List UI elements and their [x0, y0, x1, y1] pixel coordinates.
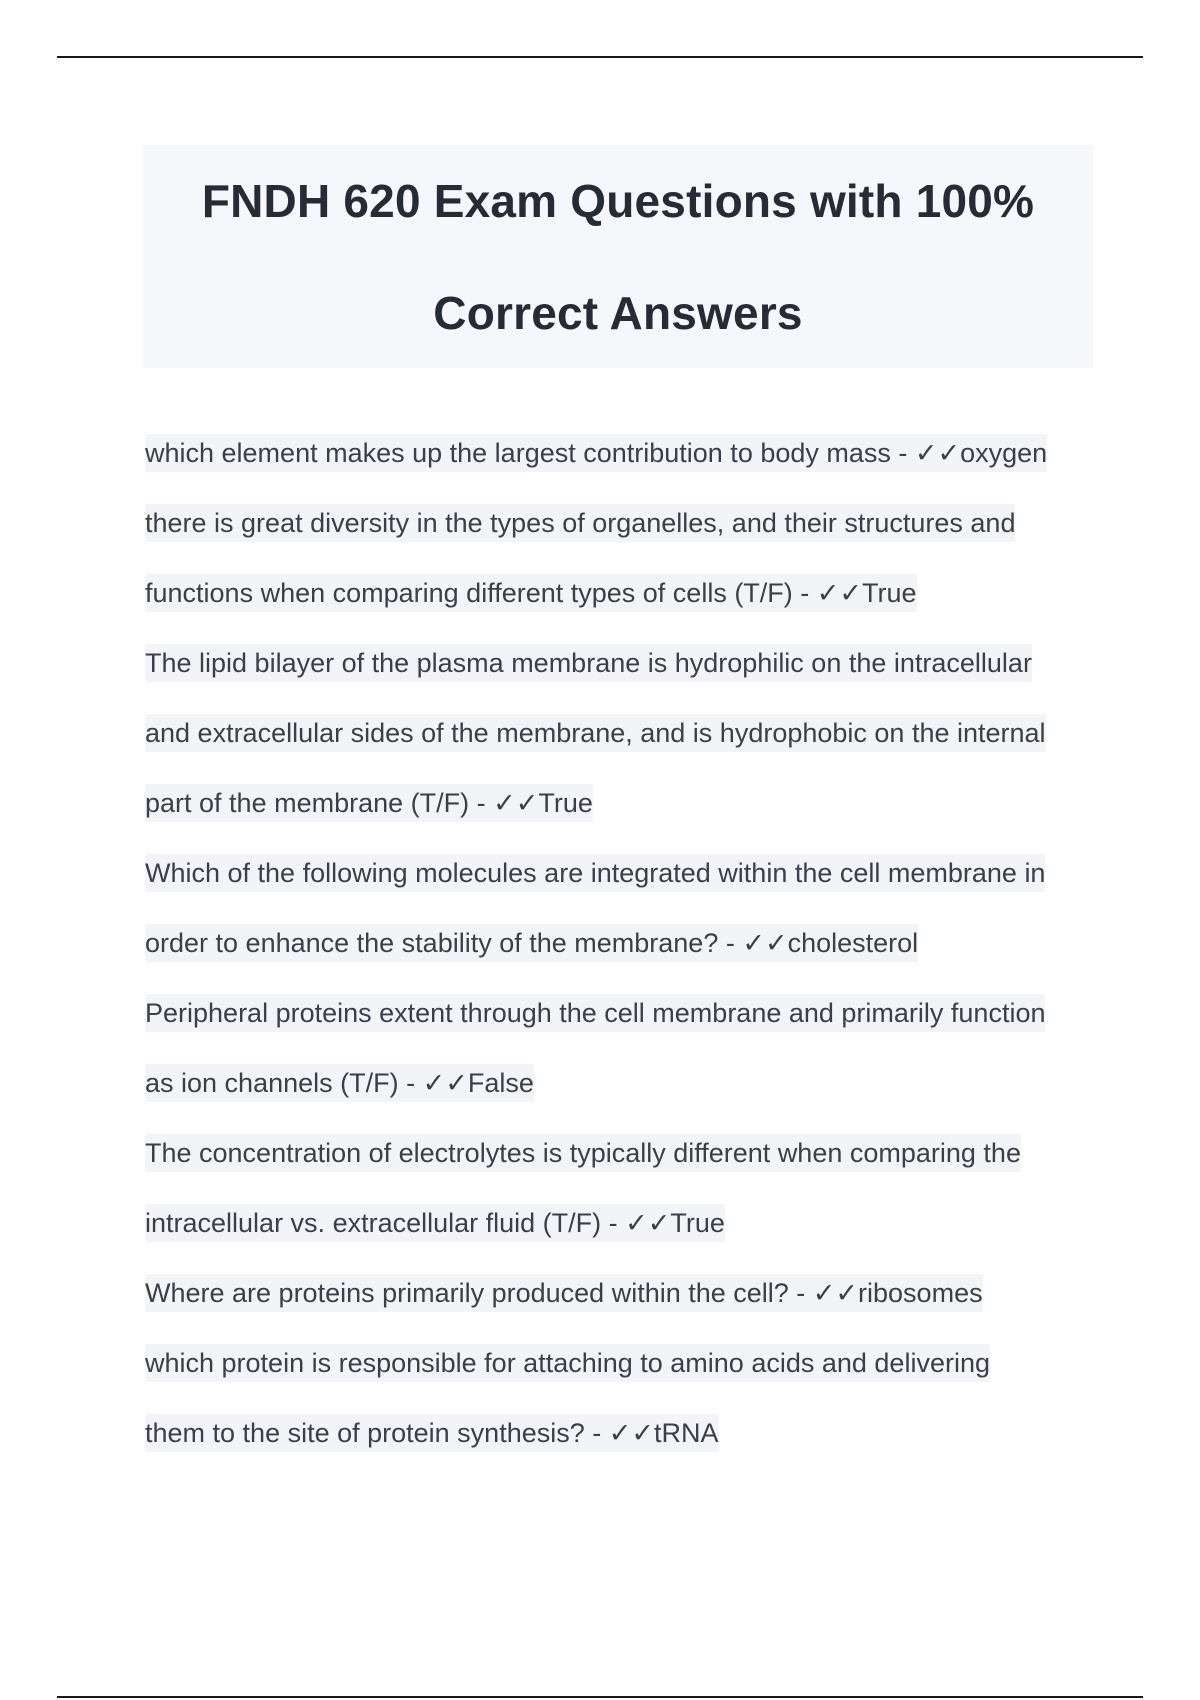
qa-item-1: [145, 418, 1095, 488]
qa-line: Where are proteins primarily produced within the cell? - ✓✓ribosomes: [145, 1274, 983, 1312]
qa-line: them to the site of protein synthesis? - ✓✓tRNA: [145, 1414, 719, 1452]
qa-line: The lipid bilayer of the plasma membrane is hydrophilic on the intracellular: [145, 644, 1032, 682]
qa-line: order to enhance the stability of the membrane? - ✓✓cholesterol: [145, 924, 918, 962]
title-banner: [143, 145, 1093, 368]
qa-list: [145, 418, 1095, 1468]
qa-item-8: [145, 1328, 1095, 1468]
page-title-line-1: FNDH 620 Exam Questions with 100%: [201, 175, 1035, 227]
page-title-line-2: Correct Answers: [433, 287, 803, 339]
qa-item-2: [145, 488, 1095, 628]
qa-line: and extracellular sides of the membrane, and is hydrophobic on the internal: [145, 714, 1046, 752]
qa-line: there is great diversity in the types of organelles, and their structures and: [145, 504, 1015, 542]
qa-line: functions when comparing different types of cells (T/F) - ✓✓True: [145, 574, 917, 612]
qa-line: which element makes up the largest contribution to body mass - ✓✓oxygen: [145, 434, 1047, 472]
top-rule: [57, 56, 1143, 58]
qa-line: Which of the following molecules are integrated within the cell membrane in: [145, 854, 1045, 892]
qa-item-3: [145, 628, 1095, 838]
qa-line: as ion channels (T/F) - ✓✓False: [145, 1064, 534, 1102]
qa-item-4: [145, 838, 1095, 978]
qa-item-5: [145, 978, 1095, 1118]
qa-item-7: [145, 1258, 1095, 1328]
qa-line: intracellular vs. extracellular fluid (T/F) - ✓✓True: [145, 1204, 725, 1242]
qa-line: part of the membrane (T/F) - ✓✓True: [145, 784, 593, 822]
bottom-rule: [57, 1696, 1143, 1698]
qa-line: The concentration of electrolytes is typically different when comparing the: [145, 1134, 1021, 1172]
qa-line: Peripheral proteins extent through the cell membrane and primarily function: [145, 994, 1045, 1032]
qa-item-6: [145, 1118, 1095, 1258]
qa-line: which protein is responsible for attaching to amino acids and delivering: [145, 1344, 990, 1382]
